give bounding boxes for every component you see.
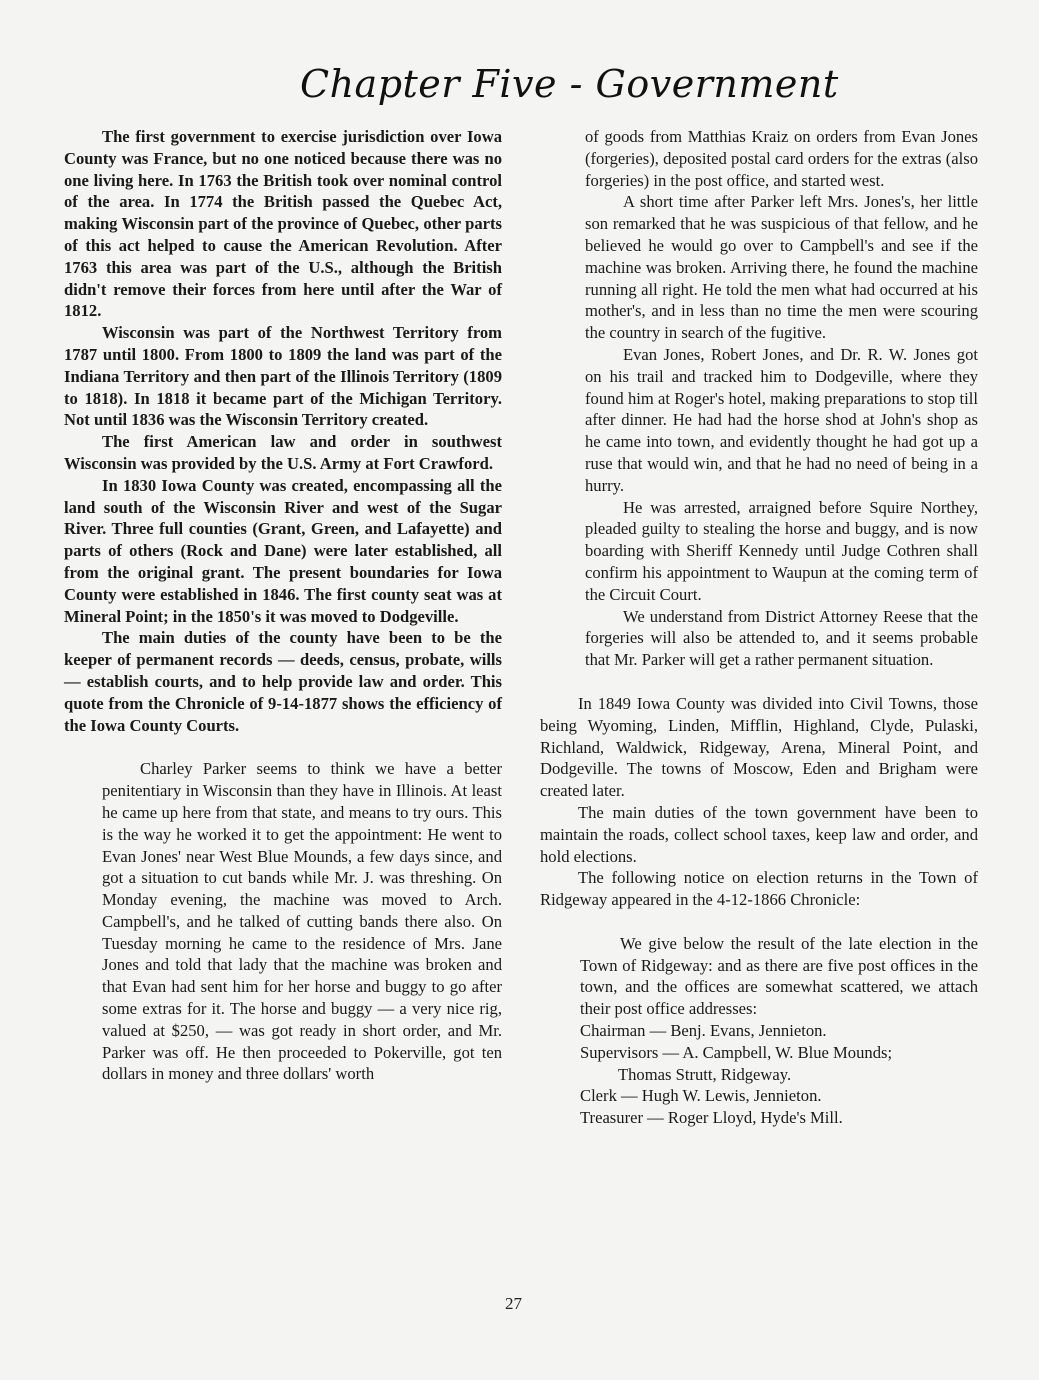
paragraph: The following notice on election returns in the Town of Ridgeway appeared in the 4-12-1866 Chronicle: [540, 868, 978, 910]
quote-paragraph: of goods from Matthias Kraiz on orders from Evan Jones (forgeries), deposited postal card orders for the extras (also forgeries) in the post office, and started west. [585, 127, 978, 190]
court-quote-continued [585, 126, 978, 671]
court-quote [102, 758, 502, 1085]
paragraph: In 1849 Iowa County was divided into Civil Towns, those being Wyoming, Linden, Mifflin, Highland, Clyde, Pulaski, Richland, Waldwick, Ridgeway, Arena, Mineral Point, and Dodgeville. The towns of Moscow, Eden and Brigham were created later. [540, 693, 978, 801]
page-number: 27 [505, 1294, 522, 1313]
quote-paragraph: We give below the result of the late election in the Town of Ridgeway: and as there are five post offices in the town, and the offices are somewhat scattered, we attach their post office addresses: [580, 933, 978, 1019]
quote-paragraph: We understand from District Attorney Reese that the forgeries will also be attended to, and it seems probable that Mr. Parker will get a rather permanent situation. [585, 606, 978, 670]
paragraph: Wisconsin was part of the Northwest Territory from 1787 until 1800. From 1800 to 1809 the land was part of the Indiana Territory and then part of the Illinois Territory (1809 to 1818). In 1818 it became part of the Michigan Territory. Not until 1836 was the Wisconsin Territory created. [64, 323, 502, 430]
paragraph: The main duties of the town government have been to maintain the roads, collect school taxes, keep law and order, and hold elections. [540, 802, 978, 866]
officer-line: Chairman — Benj. Evans, Jennieton. [580, 1021, 827, 1041]
officer-line: Supervisors — A. Campbell, W. Blue Mounds; [580, 1042, 893, 1062]
right-column [540, 126, 978, 1129]
election-quote [580, 933, 978, 1129]
quote-paragraph: A short time after Parker left Mrs. Jones's, her little son remarked that he was suspicious of that fellow, and he believed he would go over to Campbell's and see if the machine was broken. Arriving there, he found the machine running all right. He told the men what had occurred at his mother's, and in less than no time the men were scouring the country in search of the fugitive. [585, 192, 978, 343]
quote-paragraph: Evan Jones, Robert Jones, and Dr. R. W. Jones got on his trail and tracked him to Dodgeville, where they found him at Roger's hotel, making preparations to stop till after dinner. He had had the horse shod at John's shop as he came into town, and evidently thought he had got up a ruse that would win, and that he had no need of being in a hurry. [585, 344, 978, 495]
paragraph: The main duties of the county have been to be the keeper of permanent records — deeds, census, probate, wills — establish courts, and to help provide law and order. This quote from the Chronicle of 9-14-1877 shows the efficiency of the Iowa County Courts. [64, 628, 502, 735]
officer-line: Treasurer — Roger Lloyd, Hyde's Mill. [580, 1108, 843, 1128]
officer-line: Clerk — Hugh W. Lewis, Jennieton. [580, 1086, 822, 1106]
paragraph: The first American law and order in southwest Wisconsin was provided by the U.S. Army at Fort Crawford. [64, 432, 502, 473]
officer-line: Thomas Strutt, Ridgeway. [618, 1064, 792, 1084]
paragraph: In 1830 Iowa County was created, encompassing all the land south of the Wisconsin River and west of the Sugar River. Three full counties (Grant, Green, and Lafayette) and parts of others (Rock and Dane) were later established, all from the original grant. The present boundaries for Iowa County were established in 1846. The first county seat was at Mineral Point; in the 1850's it was moved to Dodgeville. [64, 475, 502, 626]
chapter-title: Chapter Five - Government [300, 62, 839, 106]
left-column [64, 126, 502, 1085]
paragraph: The first government to exercise jurisdiction over Iowa County was France, but no one noticed because there was no one living here. In 1763 the British took over nominal control of the area. In 1774 the British passed the Quebec Act, making Wisconsin part of the province of Quebec, other parts of this act helped to cause the American Revolution. After 1763 this area was part of the U.S., although the British didn't remove their forces from here until after the War of 1812. [64, 127, 502, 321]
quote-paragraph: He was arrested, arraigned before Squire Northey, pleaded guilty to stealing the horse and buggy, and is now boarding with Sheriff Kennedy until Judge Cothren shall confirm his appointment to Waupun at the coming term of the Circuit Court. [585, 497, 978, 604]
quote-paragraph: Charley Parker seems to think we have a better penitentiary in Wisconsin than they have in Illinois. At least he came up here from that state, and means to try ours. This is the way he worked it to get the appointment: He went to Evan Jones' near West Blue Mounds, a few days since, and got a situation to cut bands while Mr. J. was threshing. On Monday evening, the machine was moved to Arch. Campbell's, and he talked of cutting bands there also. On Tuesday morning he came to the residence of Mrs. Jane Jones and told that lady that the machine was broken and that Evan had sent him for her horse and buggy to go after some extras for it. The horse and buggy — a very nice rig, valued at $250, — was got ready in short order, and Mr. Parker was off. He then proceeded to Pokerville, got ten dollars in money and three dollars' worth [102, 759, 502, 1084]
